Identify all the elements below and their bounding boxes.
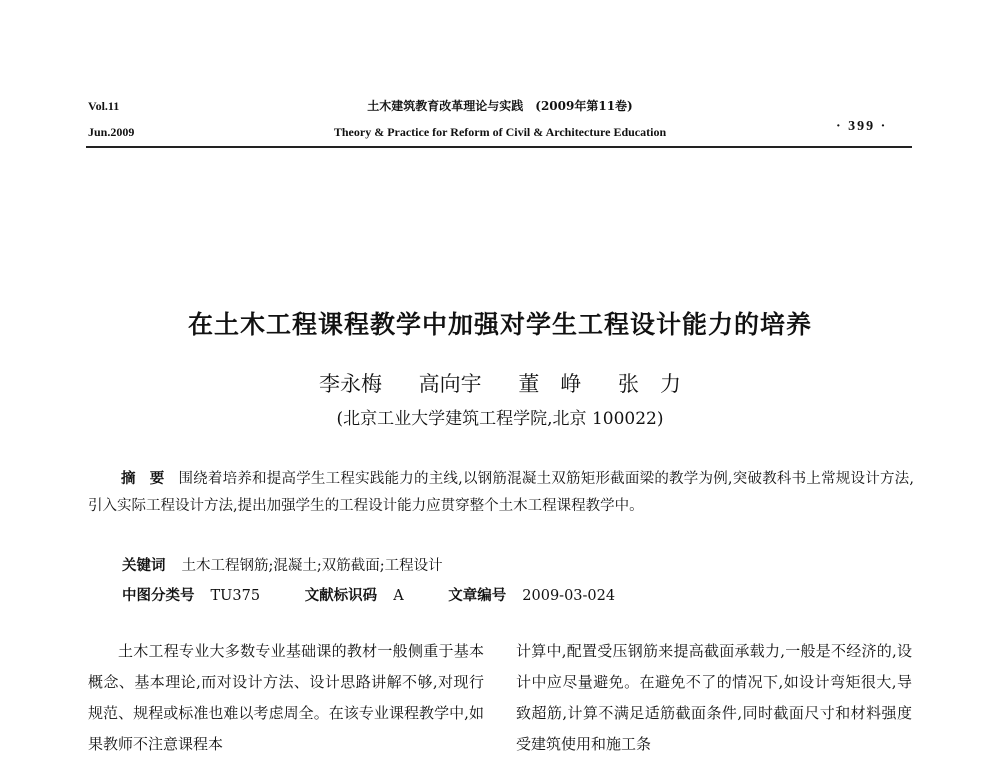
- page-number: · 399 ·: [836, 119, 888, 134]
- volume: Vol.11: [88, 99, 120, 113]
- abstract: [88, 466, 914, 520]
- author: 董 峥: [518, 372, 582, 396]
- body-column-right: 计算中,配置受压钢筋来提高截面承载力,一般是不经济的,设计中应尽量避免。在避免不了的情况下,如设计弯矩很大,导致超筋,计算不满足适筋截面条件,同时截面尺寸和材料强度受建筑使用和施工条: [516, 642, 912, 753]
- journal-name-en: Theory & Practice for Reform of Civil & Architecture Education: [333, 125, 667, 139]
- author: 张 力: [618, 372, 682, 396]
- abstract-text: 围绕着培养和提高学生工程实践能力的主线,以钢筋混凝土双筋矩形截面梁的教学为例,突破教科书上常规设计方法,引入实际工程设计方法,提出加强学生的工程设计能力应贯穿整个土木工程课程教学中。: [88, 471, 915, 514]
- keywords-text: 土木工程钢筋;混凝土;双筋截面;工程设计: [181, 558, 443, 574]
- author-list: [0, 368, 1000, 398]
- issue-date: Jun.2009: [88, 125, 135, 139]
- doc-code-value: A: [393, 588, 404, 604]
- doc-code-label: 文献标识码: [304, 588, 378, 604]
- journal-volume-date: [88, 93, 134, 145]
- abstract-label: 摘要: [121, 471, 179, 487]
- header-rule: [86, 146, 912, 148]
- article-number-label: 文章编号: [448, 588, 507, 604]
- classification-line: [122, 584, 655, 605]
- journal-name-cn: 土木建筑教育改革理论与实践 (2009年第11卷): [367, 99, 633, 113]
- clc-label: 中图分类号: [122, 588, 195, 604]
- keywords: [122, 554, 443, 575]
- article-title: 在土木工程课程教学中加强对学生工程设计能力的培养: [187, 310, 812, 339]
- body-column-left: 土木工程专业大多数专业基础课的教材一般侧重于基本概念、基本理论,而对设计方法、设计思路讲解不够,对现行规范、规程或标准也难以考虑周全。在该专业课程教学中,如果教师不注意课程本: [88, 642, 484, 753]
- journal-name: [180, 93, 820, 145]
- clc-value: TU375: [210, 588, 261, 604]
- author: 高向宇: [418, 372, 482, 396]
- article-number-value: 2009-03-024: [522, 588, 616, 604]
- keywords-label: 关键词: [122, 558, 166, 574]
- author: 李永梅: [318, 372, 382, 396]
- affiliation: (北京工业大学建筑工程学院,北京 100022): [336, 409, 664, 429]
